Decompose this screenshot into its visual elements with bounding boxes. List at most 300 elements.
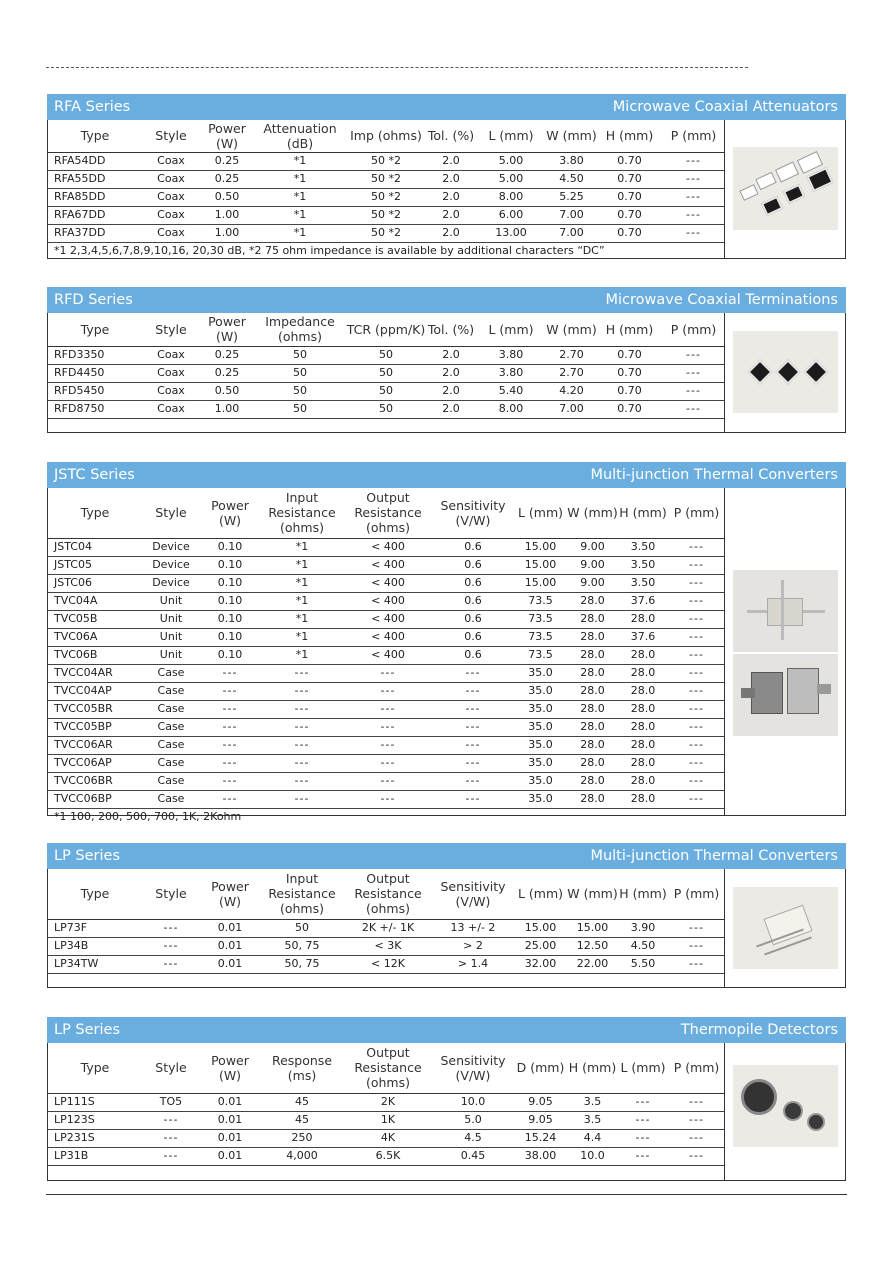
table-cell: 5.0 [432,1111,514,1129]
table-cell: Coax [142,188,200,206]
section-lp-thermopile [47,1017,846,1181]
section-jstc-series [47,462,846,823]
table-cell: 2.0 [426,382,476,400]
section-header [47,287,846,313]
section-subtitle: Microwave Coaxial Terminations [605,292,838,308]
table-cell: 0.6 [432,646,514,664]
table-row [48,170,725,188]
table-cell: Case [142,772,200,790]
column-header: H (mm) [618,869,668,919]
table-cell: 2.70 [546,364,597,382]
table-cell: TVCC06AP [48,754,142,772]
table-row [48,346,725,364]
table-row [48,754,725,772]
header-row [48,488,725,538]
table-cell: --- [142,937,200,955]
table-cell: 1.00 [200,400,254,418]
column-header: H (mm) [618,488,668,538]
table-cell: 2.0 [426,170,476,188]
table-cell: 15.00 [514,574,567,592]
table-cell: 15.00 [567,919,618,937]
table-cell: RFD8750 [48,400,142,418]
table-cell: 2K [344,1093,432,1111]
section-subtitle: Microwave Coaxial Attenuators [612,99,838,115]
table-cell: 28.0 [618,772,668,790]
table-cell: 4.4 [567,1129,618,1147]
table-row [48,937,725,955]
table-cell: Coax [142,152,200,170]
table-cell: --- [200,664,260,682]
section-title: RFA Series [54,99,131,115]
table-cell: --- [662,382,725,400]
table-cell: --- [260,790,344,808]
table-cell: Coax [142,224,200,242]
table-cell: --- [432,700,514,718]
table-cell: TVCC06BP [48,790,142,808]
table-cell: JSTC05 [48,556,142,574]
table-cell: TVCC04AP [48,682,142,700]
table-cell: 35.0 [514,682,567,700]
table-cell: --- [668,646,725,664]
table-cell: --- [260,664,344,682]
table-cell: 0.70 [597,188,662,206]
table-cell: --- [662,152,725,170]
table-cell: 4.5 [432,1129,514,1147]
table-cell: TVCC05BR [48,700,142,718]
table-cell: --- [618,1129,668,1147]
table-cell: LP34B [48,937,142,955]
table-cell: Coax [142,400,200,418]
table-cell: 13.00 [476,224,546,242]
table-row [48,790,725,808]
table-cell: 9.00 [567,538,618,556]
table-cell: --- [668,1093,725,1111]
column-header: Tol. (%) [426,313,476,346]
column-header: Sensitivity (V/W) [432,869,514,919]
table-cell: 0.6 [432,592,514,610]
table-cell: 0.10 [200,538,260,556]
column-header: P (mm) [662,120,725,152]
section-body [47,313,846,433]
table-row [48,400,725,418]
table-cell: LP231S [48,1129,142,1147]
table-cell: 35.0 [514,736,567,754]
table-row [48,188,725,206]
table-cell: 0.10 [200,628,260,646]
table-cell: 7.00 [546,206,597,224]
table-cell: Unit [142,610,200,628]
table-cell: 50 *2 [346,170,426,188]
table-cell: Coax [142,206,200,224]
table-cell: 28.0 [618,718,668,736]
column-header: Sensitivity (V/W) [432,488,514,538]
table-cell: LP34TW [48,955,142,973]
table-cell: RFA55DD [48,170,142,188]
table-cell: 3.90 [618,919,668,937]
table-cell: --- [668,772,725,790]
table-row [48,206,725,224]
table-cell: --- [260,736,344,754]
section-lp-converters [47,843,846,988]
attenuator-chips-photo [733,147,838,230]
column-header: TCR (ppm/K) [346,313,426,346]
table-cell: --- [344,718,432,736]
table-row [48,682,725,700]
table-cell: --- [668,955,725,973]
column-header: Attenuation (dB) [254,120,346,152]
table-cell: 6.00 [476,206,546,224]
table-cell: 35.0 [514,664,567,682]
table-cell: 50 *2 [346,152,426,170]
table-cell: Unit [142,646,200,664]
section-body [47,869,846,988]
table-cell: 28.0 [567,736,618,754]
product-photo-panel [724,1043,845,1180]
table-cell: 0.70 [597,400,662,418]
table-cell: 50 [260,919,344,937]
table-cell: --- [344,790,432,808]
table-row [48,1111,725,1129]
table-cell: 9.05 [514,1111,567,1129]
table-cell: 25.00 [514,937,567,955]
table-cell: 28.0 [618,790,668,808]
column-header: D (mm) [514,1043,567,1093]
table-cell: TVCC06AR [48,736,142,754]
table-cell: 0.01 [200,1093,260,1111]
table-cell: --- [200,718,260,736]
table-cell: 50 *2 [346,188,426,206]
table-cell: 3.50 [618,538,668,556]
table-cell: 50 [254,382,346,400]
table-cell: --- [260,718,344,736]
table-cell: 50 *2 [346,206,426,224]
table-cell: 4K [344,1129,432,1147]
table-row [48,664,725,682]
column-header: Response (ms) [260,1043,344,1093]
table-cell: *1 [254,188,346,206]
table-cell: 0.01 [200,1111,260,1129]
table-cell: RFA67DD [48,206,142,224]
table-row [48,700,725,718]
column-header: Output Resistance (ohms) [344,869,432,919]
table-row [48,628,725,646]
table-cell: --- [668,919,725,937]
table-cell: 2.0 [426,400,476,418]
table-cell: 13 +/- 2 [432,919,514,937]
product-photo-panel [724,313,845,432]
table-cell: 0.01 [200,1129,260,1147]
header-row [48,313,725,346]
table-cell: TVC05B [48,610,142,628]
table-cell: 0.50 [200,188,254,206]
table-cell: 50 [346,346,426,364]
table-cell: 73.5 [514,610,567,628]
spacer-row [48,1166,725,1181]
table-cell: --- [668,1129,725,1147]
column-header: Input Resistance (ohms) [260,869,344,919]
column-header: P (mm) [668,869,725,919]
column-header: P (mm) [662,313,725,346]
column-header: Impedance (ohms) [254,313,346,346]
column-header: Power (W) [200,120,254,152]
table-cell: 50 [254,364,346,382]
table-cell: 35.0 [514,772,567,790]
table-cell: 0.10 [200,646,260,664]
table-cell: --- [142,955,200,973]
table-cell: Unit [142,592,200,610]
table-cell: --- [432,754,514,772]
column-header: P (mm) [668,488,725,538]
table-cell: 4.50 [618,937,668,955]
column-header: W (mm) [546,120,597,152]
table-cell: --- [344,700,432,718]
column-header: Type [48,869,142,919]
table-row [48,224,725,242]
table-cell: 50, 75 [260,937,344,955]
table-cell: --- [662,188,725,206]
spec-table [48,1043,725,1166]
column-header: P (mm) [668,1043,725,1093]
table-row [48,610,725,628]
column-header: Output Resistance (ohms) [344,1043,432,1093]
table-cell: 28.0 [567,718,618,736]
section-title: JSTC Series [54,467,135,483]
table-cell: --- [668,610,725,628]
lp-converter-photo [733,887,838,969]
table-cell: *1 [260,628,344,646]
table-cell: --- [432,772,514,790]
spec-table [48,313,725,419]
table-cell: 45 [260,1111,344,1129]
column-header: H (mm) [597,120,662,152]
table-cell: < 400 [344,556,432,574]
table-cell: 0.70 [597,382,662,400]
table-cell: --- [668,682,725,700]
thermal-converter-case-photo [733,654,838,736]
table-cell: 7.00 [546,400,597,418]
column-header: Style [142,488,200,538]
table-cell: 0.01 [200,1147,260,1165]
table-cell: Case [142,754,200,772]
table-cell: 0.10 [200,610,260,628]
table-cell: --- [142,919,200,937]
table-cell: 0.01 [200,955,260,973]
table-row [48,152,725,170]
table-cell: --- [668,538,725,556]
table-cell: Coax [142,382,200,400]
column-header: L (mm) [514,869,567,919]
table-row [48,364,725,382]
table-cell: 0.01 [200,937,260,955]
table-cell: 28.0 [567,664,618,682]
footnote: *1 2,3,4,5,6,7,8,9,10,16, 20,30 dB, *2 75 ohm impedance is available by additional characters “DC” [54,243,605,257]
table-cell: --- [618,1093,668,1111]
table-cell: 3.5 [567,1111,618,1129]
section-rfa-series [47,94,846,259]
column-header: L (mm) [618,1043,668,1093]
table-cell: 28.0 [618,682,668,700]
table-cell: 7.00 [546,224,597,242]
table-cell: 9.00 [567,574,618,592]
table-cell: --- [200,682,260,700]
table-cell: 28.0 [618,664,668,682]
table-cell: --- [668,592,725,610]
table-cell: 9.00 [567,556,618,574]
table-cell: 0.6 [432,628,514,646]
column-header: H (mm) [597,313,662,346]
table-cell: --- [344,754,432,772]
table-cell: --- [662,364,725,382]
table-cell: 0.6 [432,538,514,556]
table-cell: 3.50 [618,556,668,574]
table-cell: --- [260,772,344,790]
table-row [48,538,725,556]
table-cell: 5.00 [476,170,546,188]
section-header [47,843,846,869]
table-cell: 28.0 [567,610,618,628]
table-cell: < 400 [344,628,432,646]
table-cell: 50 [346,400,426,418]
table-cell: 50 [254,400,346,418]
table-cell: --- [260,682,344,700]
table-cell: --- [668,754,725,772]
table-cell: 0.25 [200,364,254,382]
section-header [47,1017,846,1043]
column-header: Power (W) [200,1043,260,1093]
table-cell: 35.0 [514,790,567,808]
column-header: Power (W) [200,869,260,919]
section-body [47,488,846,823]
table-cell: < 400 [344,592,432,610]
column-header: Output Resistance (ohms) [344,488,432,538]
table-cell: 0.6 [432,556,514,574]
section-header [47,462,846,488]
table-cell: Case [142,682,200,700]
table-cell: *1 [254,152,346,170]
table-cell: Case [142,718,200,736]
table-cell: Coax [142,170,200,188]
table-cell: TVC04A [48,592,142,610]
table-cell: RFA85DD [48,188,142,206]
table-cell: LP31B [48,1147,142,1165]
table-cell: LP73F [48,919,142,937]
table-cell: TVCC04AR [48,664,142,682]
column-header: W (mm) [567,488,618,538]
table-cell: JSTC06 [48,574,142,592]
table-cell: 28.0 [567,646,618,664]
table-cell: --- [200,700,260,718]
table-cell: 28.0 [567,592,618,610]
table-cell: Coax [142,346,200,364]
table-cell: 2.70 [546,346,597,364]
table-cell: 28.0 [618,610,668,628]
table-cell: --- [668,556,725,574]
table-cell: --- [668,937,725,955]
table-cell: < 400 [344,574,432,592]
table-cell: > 2 [432,937,514,955]
table-cell: 0.25 [200,170,254,188]
table-row [48,772,725,790]
table-cell: --- [142,1147,200,1165]
table-cell: 2K +/- 1K [344,919,432,937]
section-title: LP Series [54,1022,121,1038]
table-cell: 28.0 [567,772,618,790]
table-row [48,1129,725,1147]
table-cell: --- [668,790,725,808]
table-cell: 3.50 [618,574,668,592]
table-row [48,592,725,610]
table-row [48,556,725,574]
column-header: Imp (ohms) [346,120,426,152]
table-cell: 10.0 [567,1147,618,1165]
table-cell: 50 *2 [346,224,426,242]
table-cell: --- [668,1111,725,1129]
table-cell: 50 [346,382,426,400]
table-cell: 28.0 [567,628,618,646]
spec-table [48,120,725,243]
table-cell: < 12K [344,955,432,973]
table-cell: *1 [254,206,346,224]
table-cell: 50, 75 [260,955,344,973]
section-subtitle: Multi-junction Thermal Converters [590,848,838,864]
table-cell: --- [668,718,725,736]
section-subtitle: Multi-junction Thermal Converters [590,467,838,483]
table-cell: 4,000 [260,1147,344,1165]
column-header: Style [142,313,200,346]
table-cell: 37.6 [618,592,668,610]
table-cell: > 1.4 [432,955,514,973]
product-photo-panel [724,120,845,258]
table-cell: 50 [254,346,346,364]
table-cell: 15.00 [514,556,567,574]
table-cell: --- [662,206,725,224]
table-cell: --- [618,1111,668,1129]
table-cell: 32.00 [514,955,567,973]
table-cell: 3.80 [546,152,597,170]
table-cell: 28.0 [618,736,668,754]
table-cell: 22.00 [567,955,618,973]
table-row [48,382,725,400]
table-row [48,646,725,664]
table-cell: --- [344,664,432,682]
table-cell: *1 [260,646,344,664]
header-row [48,120,725,152]
table-cell: Device [142,538,200,556]
table-cell: 0.70 [597,346,662,364]
table-cell: *1 [260,574,344,592]
table-cell: 3.5 [567,1093,618,1111]
table-row [48,955,725,973]
table-cell: 1K [344,1111,432,1129]
table-cell: --- [668,574,725,592]
table-cell: TVC06A [48,628,142,646]
table-cell: --- [668,700,725,718]
table-cell: --- [618,1147,668,1165]
table-cell: Coax [142,364,200,382]
table-cell: 0.10 [200,556,260,574]
table-cell: --- [668,1147,725,1165]
table-cell: 0.10 [200,574,260,592]
table-cell: 1.00 [200,206,254,224]
table-row [48,1147,725,1165]
table-cell: 0.70 [597,224,662,242]
table-row [48,1093,725,1111]
table-cell: 1.00 [200,224,254,242]
table-cell: 0.6 [432,574,514,592]
table-cell: Case [142,736,200,754]
table-cell: RFA54DD [48,152,142,170]
table-cell: --- [260,754,344,772]
